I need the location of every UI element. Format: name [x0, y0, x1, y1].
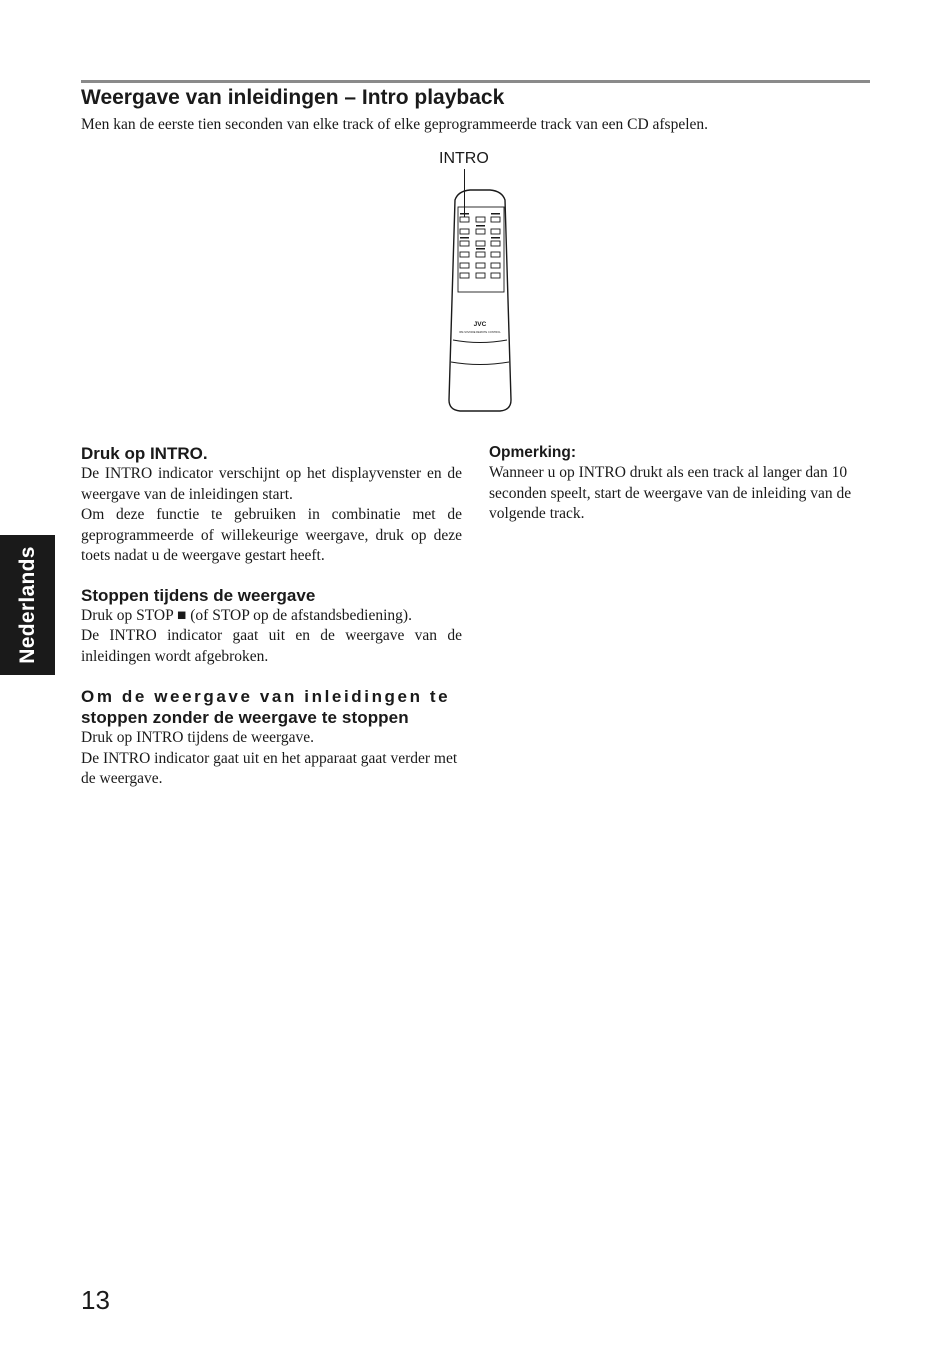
language-tab-label: Nederlands — [15, 546, 39, 664]
section-heading: Stoppen tijdens de weergave — [81, 585, 316, 605]
intro-paragraph: Men kan de eerste tien seconden van elke track of elke geprogrammeerde track van een CD afspelen. — [81, 116, 709, 133]
paragraph: De INTRO indicator verschijnt op het displayvenster en de weergave van de inleidingen start. — [81, 465, 462, 503]
remote-model-label: RM-SXV003E REMOTE CONTROL — [459, 331, 501, 334]
top-rule — [81, 80, 870, 83]
intro-callout-label: INTRO — [439, 150, 489, 167]
paragraph: De INTRO indicator gaat uit en het apparaat gaat verder met de weergave. — [81, 749, 458, 787]
section-stop-during-playback — [81, 585, 462, 668]
page-number: 13 — [81, 1285, 110, 1315]
page-title: Weergave van inleidingen – Intro playback — [81, 86, 505, 109]
section-heading: Om de weergave van inleidingen te — [81, 687, 451, 706]
paragraph: Druk op INTRO tijdens de weergave. — [81, 729, 315, 746]
callout-line — [464, 169, 465, 217]
left-column — [81, 443, 462, 790]
paragraph: Om deze functie te gebruiken in combinatie met de geprogrammeerde of willekeurige weergave, druk op deze toets nadat u de weergave gestart heeft. — [81, 506, 462, 564]
paragraph: Druk op STOP ■ (of STOP op de afstandsbediening). — [81, 606, 412, 624]
section-cancel-intro — [81, 686, 462, 790]
remote-brand-label: JVC — [473, 321, 487, 328]
section-press-intro — [81, 443, 462, 567]
right-column — [489, 443, 870, 525]
paragraph: De INTRO indicator gaat uit en de weergave van de inleidingen wordt afgebroken. — [81, 627, 462, 665]
remote-figure — [400, 145, 560, 415]
language-tab — [0, 535, 55, 675]
note-text: Wanneer u op INTRO drukt als een track al langer dan 10 seconden speelt, start de weergave van de inleiding van de volgende track. — [489, 464, 852, 522]
note-heading: Opmerking: — [489, 444, 576, 461]
remote-control-illustration — [400, 145, 560, 415]
section-heading: Druk op INTRO. — [81, 444, 208, 463]
section-heading-continued: stoppen zonder de weergave te stoppen — [81, 708, 409, 727]
